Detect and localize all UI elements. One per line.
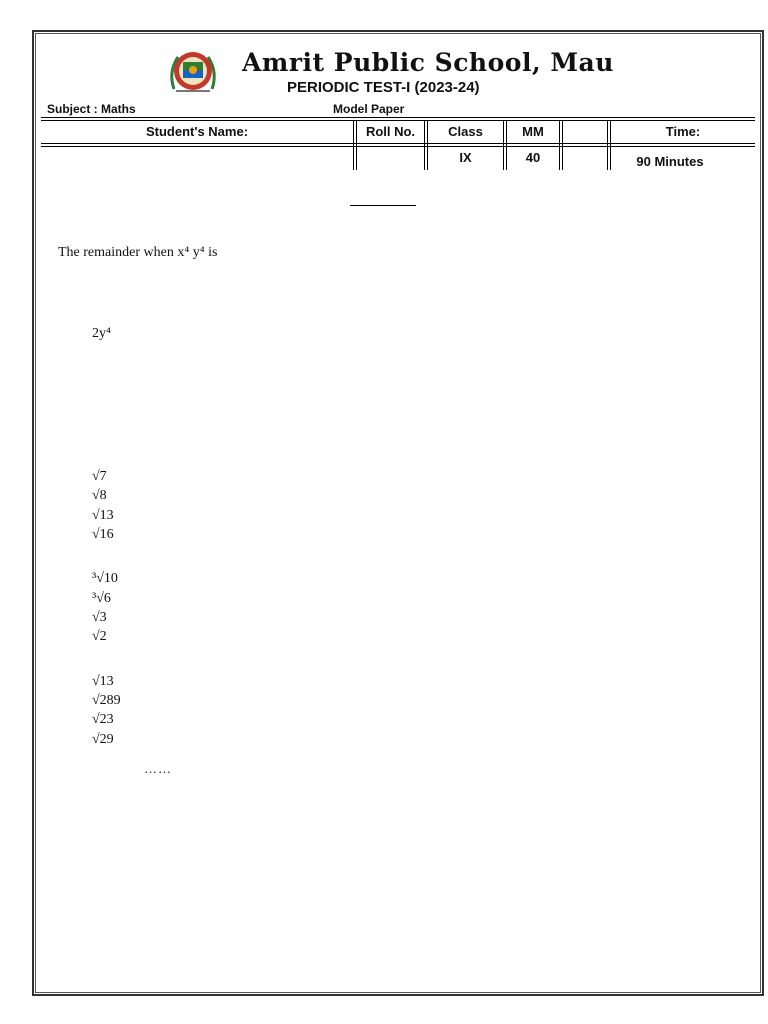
time-value: 90 Minutes: [636, 154, 704, 169]
header-mm: MM: [522, 124, 544, 139]
table-rule: [41, 120, 755, 121]
option-item: √7: [92, 469, 107, 484]
school-name: Amrit Public School, Mau: [242, 48, 614, 77]
option-item: √29: [92, 732, 114, 747]
option-item: √8: [92, 488, 107, 503]
subject-label: Subject : Maths: [47, 102, 136, 116]
question-1-option: 2y⁴: [92, 326, 111, 341]
mm-value: 40: [525, 150, 541, 165]
option-item: ³√10: [92, 571, 118, 586]
test-title: PERIODIC TEST-I (2023-24): [287, 79, 480, 96]
header-student-name: Student's Name:: [145, 124, 249, 139]
table-divider: [353, 120, 354, 170]
option-item: √2: [92, 629, 107, 644]
question-1-text: The remainder when x⁴ y⁴ is: [58, 245, 218, 260]
option-item: √3: [92, 610, 107, 625]
paper-type-label: Model Paper: [333, 102, 405, 116]
table-divider: [424, 120, 425, 170]
option-item: √16: [92, 527, 114, 542]
option-item: √13: [92, 674, 114, 689]
table-divider: [559, 120, 560, 170]
page-border-inner: [35, 33, 761, 993]
table-divider: [562, 120, 563, 170]
option-item: ³√6: [92, 591, 111, 606]
school-emblem-icon: [166, 47, 220, 97]
table-divider: [607, 120, 608, 170]
trailing-dots: ……: [144, 761, 172, 776]
option-item: √13: [92, 508, 114, 523]
class-value: IX: [459, 150, 472, 165]
header-class: Class: [448, 124, 483, 139]
table-rule: [41, 117, 755, 118]
table-rule: [41, 146, 755, 147]
option-item: √23: [92, 712, 114, 727]
header-time: Time:: [665, 124, 701, 139]
table-rule: [41, 143, 755, 144]
section-underline: [350, 205, 416, 206]
option-item: √289: [92, 693, 121, 708]
table-divider: [503, 120, 504, 170]
header-roll-no: Roll No.: [365, 124, 416, 139]
